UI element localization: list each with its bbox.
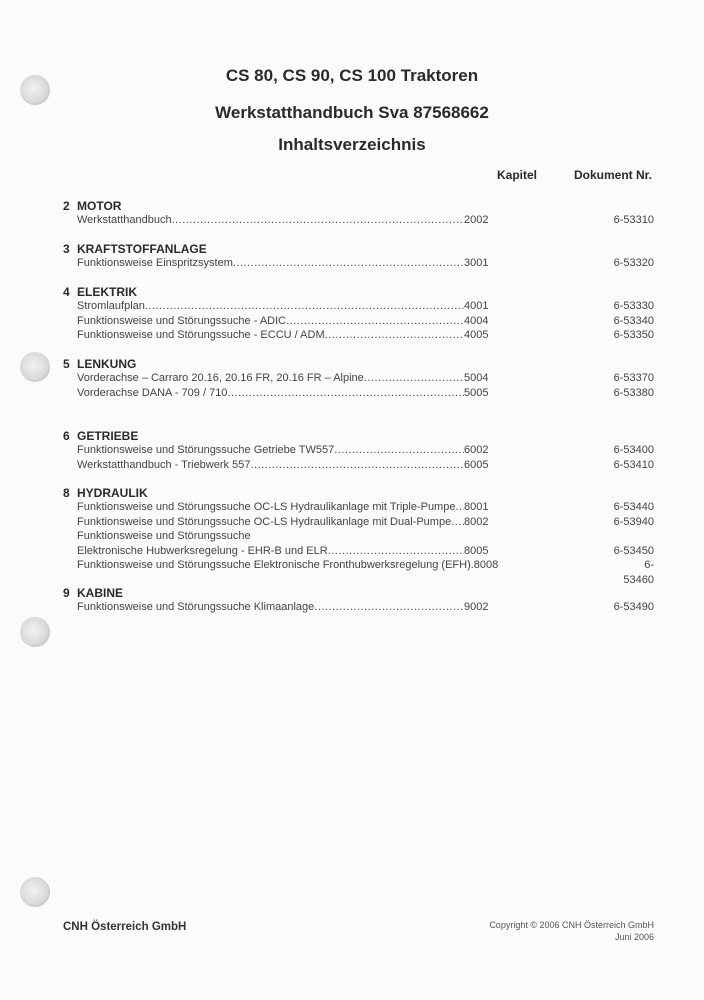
dot-leader <box>145 299 464 314</box>
dot-leader <box>227 386 464 401</box>
toc-entry <box>63 256 654 271</box>
dot-leader <box>286 314 464 329</box>
column-header-kapitel: Kapitel <box>497 168 538 182</box>
entry-label: Funktionsweise und Störungssuche - ADIC <box>77 314 287 327</box>
entry-document-number: 6-53440 <box>613 501 654 513</box>
section-number: 9 <box>63 586 70 600</box>
section-number: 2 <box>63 199 70 213</box>
section-title: MOTOR <box>77 199 122 213</box>
entry-kapitel: 4005 <box>464 329 489 341</box>
entry-kapitel: 2002 <box>464 214 489 226</box>
entry-label: Funktionsweise und Störungssuche Klimaanlage <box>77 601 315 613</box>
entry-document-number: 6-53490 <box>613 601 654 613</box>
section-heading <box>63 357 654 371</box>
entry-kapitel: 6005 <box>464 458 489 471</box>
toc-entry <box>63 558 654 586</box>
toc-entry <box>63 544 654 559</box>
toc-entry <box>63 500 654 515</box>
section-heading <box>63 429 654 443</box>
toc-section <box>63 285 654 343</box>
section-title: HYDRAULIK <box>77 486 148 500</box>
toc-section <box>63 429 654 472</box>
dot-leader <box>325 328 464 343</box>
column-header-dokument: Dokument Nr. <box>574 168 653 182</box>
toc-section <box>63 486 654 586</box>
dot-leader <box>334 443 464 458</box>
entry-label: Funktionsweise und Störungssuche OC-LS Hydraulikanlage mit Dual-Pumpe <box>77 515 452 528</box>
dot-leader <box>455 500 464 515</box>
entry-label: Funktionsweise und Störungssuche - ECCU / ADM <box>77 329 325 341</box>
footer-copyright-block <box>489 919 654 943</box>
toc-section <box>63 357 654 400</box>
footer-date: Juni 2006 <box>614 932 654 942</box>
entry-document-number: 6-53940 <box>613 515 654 528</box>
section-title: GETRIEBE <box>77 429 139 443</box>
entry-document-number: 6-53400 <box>613 444 654 456</box>
entry-kapitel: 4001 <box>464 300 489 312</box>
section-heading <box>63 586 654 600</box>
section-number: 8 <box>63 486 70 500</box>
document-subtitle: Werkstatthandbuch Sva 87568662 <box>215 103 489 122</box>
section-heading <box>63 486 654 500</box>
entry-label: Vorderachse DANA - 709 / 710 <box>77 386 228 399</box>
entry-document-number: 6-53460 <box>623 559 654 586</box>
section-heading <box>63 285 654 299</box>
toc-entry <box>63 328 654 343</box>
section-title: KABINE <box>77 586 124 600</box>
toc-section <box>63 242 654 271</box>
toc-entry <box>63 515 654 530</box>
entry-label: Vorderachse – Carraro 20.16, 20.16 FR, 20.16 FR – Alpine <box>77 372 364 384</box>
entry-kapitel: 5004 <box>464 372 489 384</box>
toc-entry <box>63 458 654 473</box>
section-heading <box>63 242 654 256</box>
entry-kapitel <box>464 529 492 544</box>
section-title: KRAFTSTOFFANLAGE <box>77 242 207 256</box>
section-number: 6 <box>63 429 70 443</box>
toc-entry <box>63 529 654 544</box>
entry-label: Werkstatthandbuch - Triebwerk 557 <box>77 458 251 471</box>
entry-kapitel: 4004 <box>464 314 489 327</box>
toc-entry <box>63 443 654 458</box>
entry-label: Elektronische Hubwerksregelung - EHR-B und ELR <box>77 544 328 557</box>
toc-entry <box>63 600 654 615</box>
binder-hole <box>20 877 50 907</box>
entry-kapitel: 8005 <box>464 544 489 557</box>
dot-leader <box>250 458 464 473</box>
entry-label: Funktionsweise Einspritzsystem <box>77 257 233 269</box>
entry-document-number: 6-53340 <box>613 314 654 327</box>
entry-document-number: 6-53330 <box>613 300 654 312</box>
entry-kapitel: 8001 <box>464 501 489 513</box>
toc-heading: Inhaltsverzeichnis <box>278 135 426 154</box>
dot-leader <box>328 544 464 559</box>
entry-document-number: 6-53310 <box>613 214 654 226</box>
toc-section <box>63 199 654 228</box>
entry-kapitel: 9002 <box>464 601 489 613</box>
section-number: 4 <box>63 285 70 299</box>
footer-company: CNH Österreich GmbH <box>63 921 187 933</box>
toc-entry <box>63 371 654 386</box>
section-title: LENKUNG <box>77 357 137 371</box>
toc-entry <box>63 299 654 314</box>
entry-document-number: 6-53450 <box>613 544 654 557</box>
footer-copyright: Copyright © 2006 CNH Österreich GmbH <box>489 920 654 930</box>
dot-leader <box>172 213 464 228</box>
section-title: ELEKTRIK <box>77 285 137 299</box>
dot-leader <box>251 529 464 544</box>
entry-label: Funktionsweise und Störungssuche Elektronische Fronthubwerksregelung (EFH) <box>77 559 471 571</box>
entry-document-number: 6-53350 <box>613 329 654 341</box>
binder-hole <box>20 352 50 382</box>
dot-leader <box>314 600 464 615</box>
entry-kapitel: 6002 <box>464 444 489 456</box>
entry-kapitel: .8008 <box>470 559 499 571</box>
toc-entry <box>63 386 654 401</box>
entry-label: Stromlaufplan <box>77 300 145 312</box>
dot-leader <box>364 371 464 386</box>
entry-label: Funktionsweise und Störungssuche <box>77 530 251 542</box>
entry-document-number: 6-53370 <box>613 372 654 384</box>
entry-label: Funktionsweise und Störungssuche OC-LS Hydraulikanlage mit Triple-Pumpe <box>77 501 456 513</box>
toc-section <box>63 586 654 615</box>
entry-document-number: 6-53410 <box>613 458 654 471</box>
entry-document-number: 6-53380 <box>613 386 654 399</box>
entry-label: Funktionsweise und Störungssuche Getriebe TW557 <box>77 444 335 456</box>
entry-document-number: 6-53320 <box>613 257 654 269</box>
toc-entry <box>63 314 654 329</box>
entry-kapitel: 3001 <box>464 257 489 269</box>
section-heading <box>63 199 654 213</box>
entry-kapitel: 8002 <box>464 515 489 528</box>
binder-hole <box>20 617 50 647</box>
entry-label: Werkstatthandbuch <box>77 214 172 226</box>
dot-leader <box>451 515 464 530</box>
document-title: CS 80, CS 90, CS 100 Traktoren <box>225 66 479 85</box>
dot-leader <box>233 256 464 271</box>
section-number: 3 <box>63 242 70 256</box>
entry-kapitel: 5005 <box>464 386 489 399</box>
toc-entry <box>63 213 654 228</box>
entry-document-number <box>608 529 654 544</box>
section-number: 5 <box>63 357 70 371</box>
